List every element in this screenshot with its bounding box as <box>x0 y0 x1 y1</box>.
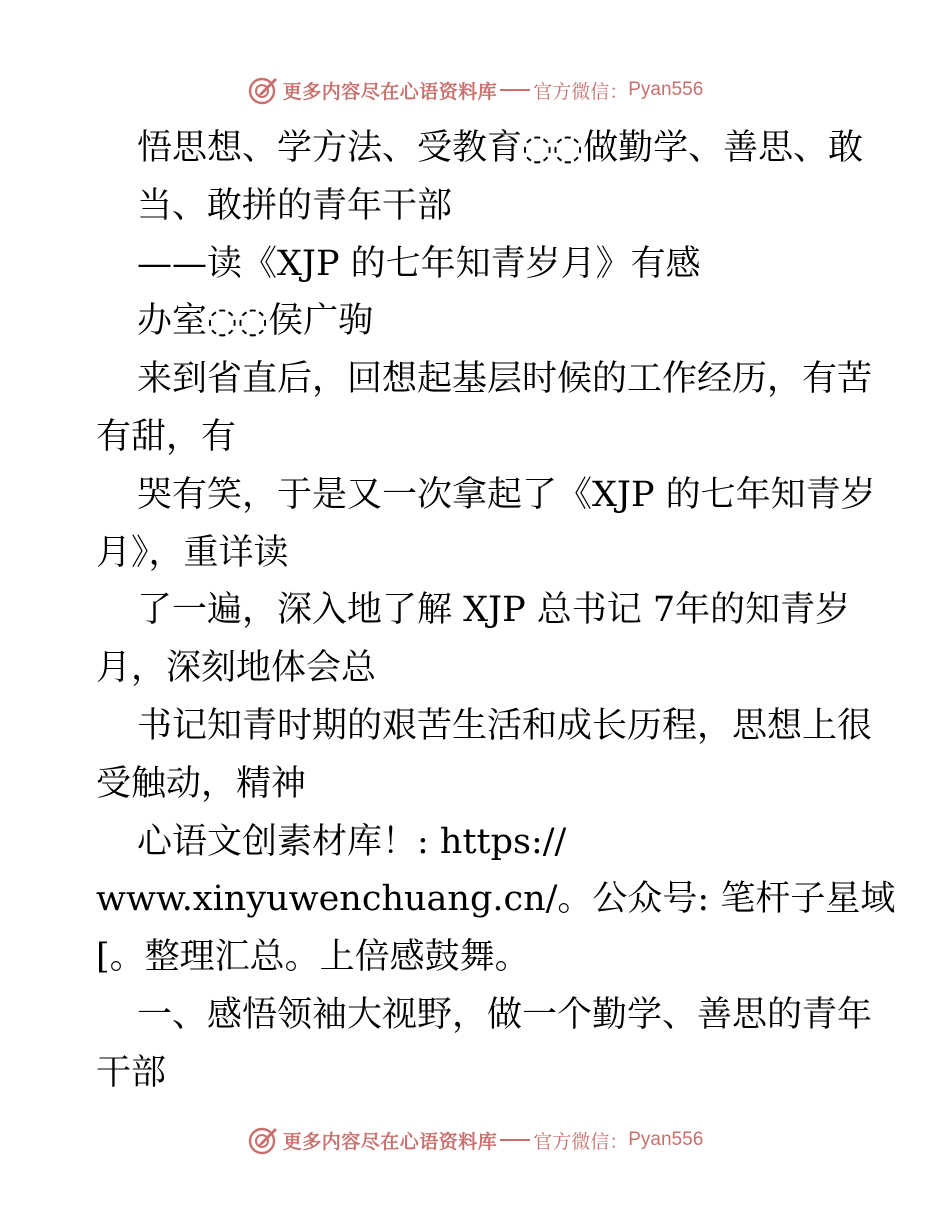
text-line: [。整理汇总。上倍感鼓舞。 <box>96 937 530 978</box>
text-line: 月，深刻地体会总 <box>96 648 377 689</box>
text-line: 来到省直后，回想起基层时候的工作经历，有苦 <box>137 359 873 400</box>
pen-logo-icon <box>247 1124 279 1156</box>
text-line: 心语文创素材库！: https:// <box>137 821 567 862</box>
footer-banner <box>0 1120 950 1160</box>
body-text <box>96 120 896 1103</box>
text-line: 悟思想、学方法、受教育◌◌做勤学、善思、敢 <box>137 128 864 168</box>
banner-official-label: 官方微信： <box>533 1130 629 1153</box>
pen-logo-icon <box>247 74 279 106</box>
text-line: 哭有笑，于是又一次拿起了《XJP 的七年知青岁 <box>137 474 876 515</box>
text-line: 办室◌◌侯广驹 <box>137 301 374 342</box>
text-line: 干部 <box>96 1052 167 1093</box>
text-line: 月》，重详读 <box>96 532 289 573</box>
text-line: 当、敢拼的青年干部 <box>137 185 453 226</box>
text-line: 一、感悟领袖大视野，做一个勤学、善思的青年 <box>137 994 873 1035</box>
banner-dash <box>500 1139 530 1141</box>
header-banner <box>0 70 950 110</box>
banner-site-name: 更多内容尽在心语资料库 <box>282 80 498 103</box>
text-line: www.xinyuwenchuang.cn/。公众号: 笔杆子星域 <box>96 879 896 920</box>
text-line: 了一遍，深入地了解 XJP 总书记 7年的知青岁 <box>137 590 851 631</box>
banner-wechat-id: Pyan556 <box>628 1129 704 1150</box>
banner-dash <box>500 89 530 91</box>
banner-official-label: 官方微信： <box>533 80 629 103</box>
banner-site-name: 更多内容尽在心语资料库 <box>282 1130 498 1153</box>
text-line: 书记知青时期的艰苦生活和成长历程，思想上很 <box>137 705 873 746</box>
banner-wechat-id: Pyan556 <box>628 79 704 100</box>
text-line: 有甜，有 <box>96 416 237 457</box>
text-line: 受触动，精神 <box>96 763 307 804</box>
text-line: ——读《XJP 的七年知青岁月》有感 <box>137 243 701 284</box>
